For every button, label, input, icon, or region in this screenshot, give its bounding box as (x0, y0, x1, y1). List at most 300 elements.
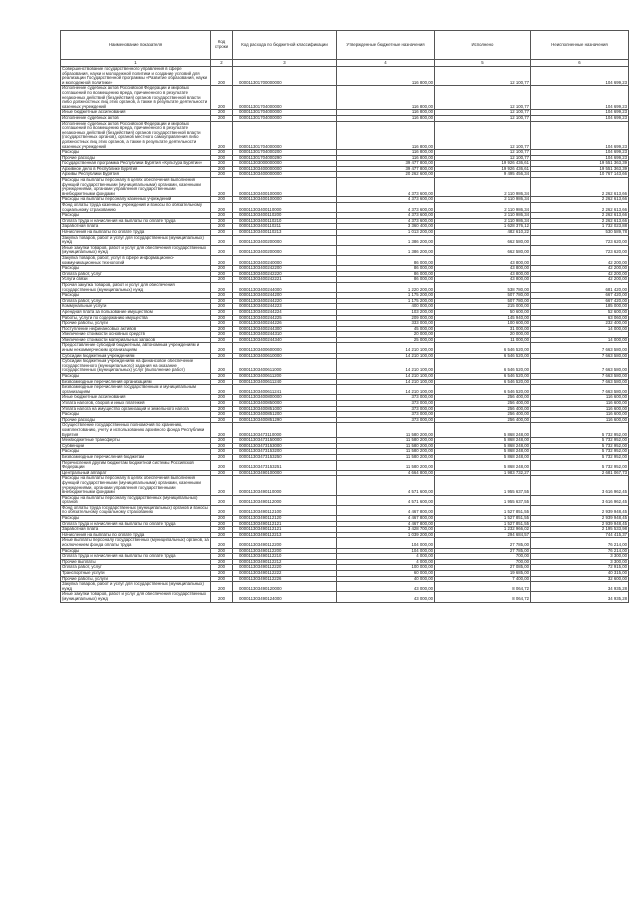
row-executed: 19 926 436,61 (435, 161, 531, 167)
row-line-code: 200 (211, 255, 233, 265)
row-name: Закупка товаров, работ, услуг в сфере информационно-коммуникационных технологий (61, 255, 211, 265)
row-name: Закупка товаров, работ и услуг для государственных (муниципальных) нужд (61, 235, 211, 245)
row-line-code: 200 (211, 321, 233, 327)
row-approved: 100 000,00 (337, 565, 435, 571)
row-executed: 700,00 (435, 554, 531, 560)
row-executed: 662 580,00 (435, 235, 531, 245)
row-approved: 1 013 200,00 (337, 230, 435, 236)
row-approved: 400 000,00 (337, 304, 435, 310)
row-budget-code: 000011303400611241 (233, 385, 337, 395)
row-executed: 12 100,77 (435, 86, 531, 110)
row-name: Оплата работ, услуг (61, 298, 211, 304)
row-line-code: 200 (211, 155, 233, 161)
row-line-code: 200 (211, 298, 233, 304)
row-budget-code: 000011303473153200 (233, 449, 337, 455)
row-budget-code: 000011303400242221 (233, 277, 337, 283)
row-name: Расходы (61, 412, 211, 418)
row-unexecuted: 7 663 580,00 (531, 379, 629, 385)
row-executed: 11 000,00 (435, 337, 531, 343)
row-unexecuted: 5 732 952,00 (531, 449, 629, 455)
row-line-code: 200 (211, 443, 233, 449)
row-unexecuted: 7 663 580,00 (531, 359, 629, 374)
row-line-code: 200 (211, 359, 233, 374)
row-unexecuted: 104 699,23 (531, 155, 629, 161)
row-approved: 14 210 100,00 (337, 343, 435, 353)
row-executed: 482 610,22 (435, 230, 531, 236)
row-name: Увеличение стоимости материальных запасов (61, 337, 211, 343)
row-unexecuted: 14 000,00 (531, 337, 629, 343)
table-row (61, 476, 629, 495)
row-approved: 373 000,00 (337, 406, 435, 412)
row-name: Уплата налога на имущество организаций и земельного налога (61, 406, 211, 412)
row-unexecuted: 19 551 363,39 (531, 161, 629, 167)
row-approved: 86 000,00 (337, 266, 435, 272)
row-approved: 116 800,00 (337, 121, 435, 150)
row-line-code: 200 (211, 559, 233, 565)
row-unexecuted: 52 600,00 (531, 309, 629, 315)
row-name: Услуги связи (61, 277, 211, 283)
row-line-code: 200 (211, 582, 233, 592)
row-approved: 86 000,00 (337, 277, 435, 283)
row-budget-code: 000011303400244226 (233, 321, 337, 327)
row-approved: 116 800,00 (337, 115, 435, 121)
row-executed: 5 868 248,00 (435, 443, 531, 449)
row-executed: 12 100,77 (435, 115, 531, 121)
row-unexecuted: 2 262 613,66 (531, 178, 629, 197)
row-executed: 2 110 986,34 (435, 213, 531, 219)
row-name: Иные бюджетные ассигнования (61, 395, 211, 401)
row-line-code: 200 (211, 277, 233, 283)
row-line-code: 200 (211, 213, 233, 219)
row-line-code: 200 (211, 353, 233, 359)
report-sheet (60, 30, 628, 603)
row-name: Межбюджетные трансферты (61, 438, 211, 444)
row-approved: 4 373 600,00 (337, 203, 435, 213)
row-unexecuted: 2 262 613,66 (531, 203, 629, 213)
row-name: Прочие расходы (61, 417, 211, 423)
row-unexecuted: 34 935,28 (531, 582, 629, 592)
row-approved: 25 000,00 (337, 337, 435, 343)
row-unexecuted: 104 699,23 (531, 67, 629, 86)
row-unexecuted: 116 600,00 (531, 417, 629, 423)
row-approved: 104 000,00 (337, 538, 435, 548)
table-row (61, 67, 629, 86)
row-unexecuted: 723 620,00 (531, 245, 629, 255)
row-approved: 4 373 600,00 (337, 213, 435, 219)
row-approved: 43 000,00 (337, 592, 435, 602)
row-name: Закупка товаров, работ и услуг для государственных (муниципальных) нужд (61, 582, 211, 592)
row-unexecuted: 116 600,00 (531, 395, 629, 401)
row-unexecuted: 3 616 962,45 (531, 495, 629, 505)
row-name: Субсидии бюджетным учреждениям (61, 353, 211, 359)
row-line-code: 200 (211, 379, 233, 385)
row-approved: 1 386 200,00 (337, 245, 435, 255)
row-line-code: 200 (211, 172, 233, 178)
row-approved: 1 386 200,00 (337, 235, 435, 245)
row-name: Оплата работ, услуг (61, 271, 211, 277)
row-name: Оплата труда и начисления на выплаты по оплате труда (61, 218, 211, 224)
row-executed: 5 868 248,00 (435, 423, 531, 438)
row-unexecuted: 232 400,00 (531, 321, 629, 327)
row-executed: 27 085,00 (435, 565, 531, 571)
row-budget-code: 000011303400800000 (233, 395, 337, 401)
row-executed: 6 546 520,00 (435, 385, 531, 395)
row-budget-code: 000011303490112226 (233, 576, 337, 582)
row-executed: 215 000,00 (435, 304, 531, 310)
row-executed: 12 100,77 (435, 155, 531, 161)
table-row (61, 121, 629, 150)
row-approved: 11 580 200,00 (337, 454, 435, 460)
row-line-code: 200 (211, 178, 233, 197)
row-budget-code: 000011303400851000 (233, 406, 337, 412)
row-approved: 1 220 200,00 (337, 282, 435, 292)
row-executed: 8 064,72 (435, 582, 531, 592)
row-budget-code: 000011303490112222 (233, 571, 337, 577)
row-line-code: 200 (211, 150, 233, 156)
row-budget-code: 000011303490112200 (233, 548, 337, 554)
row-executed: 100 600,00 (435, 321, 531, 327)
row-budget-code: 000011303400100000 (233, 197, 337, 203)
row-unexecuted: 723 620,00 (531, 235, 629, 245)
row-unexecuted: 104 699,23 (531, 121, 629, 150)
row-name: Архивное дело в Республике Бурятия (61, 166, 211, 172)
table-row (61, 538, 629, 548)
row-budget-code: 000011303400110200 (233, 213, 337, 219)
header-cell: Наименование показателя (61, 31, 211, 60)
row-budget-code: 000011303400244224 (233, 309, 337, 315)
row-approved: 39 477 800,00 (337, 161, 435, 167)
table-row (61, 423, 629, 438)
row-budget-code: 000011303490112212 (233, 559, 337, 565)
row-executed: 5 868 248,00 (435, 449, 531, 455)
row-name: Прочие работы, услуги (61, 576, 211, 582)
row-unexecuted: 14 000,00 (531, 326, 629, 332)
row-executed: 12 100,77 (435, 110, 531, 116)
row-name: Заработная плата (61, 527, 211, 533)
row-approved: 4 373 600,00 (337, 178, 435, 197)
row-approved: 14 210 100,00 (337, 379, 435, 385)
row-approved: 14 210 100,00 (337, 385, 435, 395)
row-approved: 11 580 200,00 (337, 443, 435, 449)
row-budget-code: 000011301704000000 (233, 121, 337, 150)
row-line-code: 200 (211, 417, 233, 423)
row-executed: 27 785,00 (435, 548, 531, 554)
row-budget-code: 000011301704000000 (233, 110, 337, 116)
row-name: Безвозмездные перечисления бюджетам (61, 454, 211, 460)
row-unexecuted: 5 732 952,00 (531, 443, 629, 449)
row-unexecuted: 2 939 948,45 (531, 521, 629, 527)
row-approved: 4 467 800,00 (337, 521, 435, 527)
row-unexecuted: 667 420,00 (531, 293, 629, 299)
row-line-code: 200 (211, 532, 233, 538)
row-approved: 14 210 100,00 (337, 353, 435, 359)
row-unexecuted: 42 200,00 (531, 277, 629, 283)
row-name: Субвенции (61, 443, 211, 449)
row-budget-code: 000011303400600000 (233, 343, 337, 353)
row-executed: 43 800,00 (435, 271, 531, 277)
row-approved: 116 800,00 (337, 155, 435, 161)
row-approved: 1 175 200,00 (337, 298, 435, 304)
row-approved: 86 000,00 (337, 271, 435, 277)
row-line-code: 200 (211, 592, 233, 602)
row-unexecuted: 3 300,00 (531, 559, 629, 565)
row-budget-code: 000011303473153251 (233, 460, 337, 470)
row-approved: 20 000,00 (337, 332, 435, 338)
row-line-code: 200 (211, 406, 233, 412)
row-budget-code: 000011303400110211 (233, 224, 337, 230)
row-approved: 104 000,00 (337, 548, 435, 554)
row-line-code: 200 (211, 166, 233, 172)
row-name: Прочие выплаты (61, 559, 211, 565)
row-executed: 1 527 851,55 (435, 521, 531, 527)
row-line-code: 200 (211, 538, 233, 548)
row-approved: 103 200,00 (337, 309, 435, 315)
row-unexecuted: 116 600,00 (531, 412, 629, 418)
row-approved: 60 000,00 (337, 571, 435, 577)
row-approved: 3 360 400,00 (337, 224, 435, 230)
row-executed: 27 785,00 (435, 538, 531, 548)
row-budget-code: 000011303490112121 (233, 527, 337, 533)
row-line-code: 200 (211, 282, 233, 292)
row-budget-code: 000011303400244300 (233, 326, 337, 332)
row-budget-code: 000011303490112200 (233, 538, 337, 548)
row-unexecuted: 32 600,00 (531, 576, 629, 582)
row-budget-code: 000011303400110210 (233, 218, 337, 224)
row-unexecuted: 7 663 580,00 (531, 385, 629, 395)
row-line-code: 200 (211, 304, 233, 310)
row-unexecuted: 185 000,00 (531, 304, 629, 310)
row-name: Архивы Республики Бурятия (61, 172, 211, 178)
row-name: Расходы (61, 213, 211, 219)
row-executed: 6 546 520,00 (435, 359, 531, 374)
row-executed: 507 780,00 (435, 293, 531, 299)
row-line-code: 200 (211, 235, 233, 245)
row-unexecuted: 5 732 952,00 (531, 454, 629, 460)
row-line-code: 200 (211, 454, 233, 460)
row-unexecuted: 7 663 580,00 (531, 374, 629, 380)
row-executed: 43 800,00 (435, 255, 531, 265)
row-budget-code: 000011301704000000 (233, 115, 337, 121)
row-unexecuted: 7 663 580,00 (531, 353, 629, 359)
column-number: 4 (337, 60, 435, 67)
row-budget-code: 000011303490112100 (233, 505, 337, 515)
row-line-code: 200 (211, 326, 233, 332)
row-name: Арендная плата за пользование имуществом (61, 309, 211, 315)
row-approved: 373 000,00 (337, 401, 435, 407)
row-budget-code: 000011303400110213 (233, 230, 337, 236)
row-name: Субсидии бюджетным учреждениям на финансовое обеспечение государственного (муниципального) задания на оказание государственных (муниципальных) услуг (выполнение работ) (61, 359, 211, 374)
row-budget-code: 000011303000000000 (233, 161, 337, 167)
row-executed: 2 110 986,34 (435, 218, 531, 224)
row-name: Осуществление государственных полномочий по хранению, комплектованию, учету и использованию архивного фонда Республики Бурятия (61, 423, 211, 438)
row-budget-code: 000011303473150000 (233, 438, 337, 444)
row-unexecuted: 42 200,00 (531, 271, 629, 277)
row-budget-code: 000011303490124000 (233, 592, 337, 602)
row-executed: 19 685,00 (435, 571, 531, 577)
row-executed: 2 110 986,34 (435, 203, 531, 213)
row-name: Расходы (61, 516, 211, 522)
row-line-code: 200 (211, 230, 233, 236)
row-name: Безвозмездные перечисления государственным и муниципальным организациям (61, 385, 211, 395)
row-approved: 11 580 200,00 (337, 460, 435, 470)
row-unexecuted: 63 060,00 (531, 315, 629, 321)
row-line-code: 200 (211, 412, 233, 418)
row-budget-code: 000011303490112120 (233, 516, 337, 522)
column-number: 2 (211, 60, 233, 67)
row-line-code: 200 (211, 565, 233, 571)
row-budget-code: 000011303400200000 (233, 235, 337, 245)
row-name: Иные выплаты персоналу государственных (муниципальных) органов, за исключением фонда оплаты труда (62, 537, 209, 548)
header-cell: Утвержденные бюджетные назначения (337, 31, 435, 60)
row-unexecuted: 5 732 952,00 (531, 423, 629, 438)
row-executed: 256 400,00 (435, 417, 531, 423)
row-executed: 256 400,00 (435, 406, 531, 412)
row-unexecuted: 76 214,00 (531, 538, 629, 548)
row-unexecuted: 3 616 962,45 (531, 476, 629, 495)
row-budget-code: 000011303473153000 (233, 443, 337, 449)
table-row (61, 245, 629, 255)
row-name: Расходы (61, 293, 211, 299)
header-cell: Код строки (211, 31, 233, 60)
row-line-code: 200 (211, 554, 233, 560)
row-unexecuted: 72 915,00 (531, 565, 629, 571)
row-executed: 2 110 986,34 (435, 197, 531, 203)
row-budget-code: 000011303490110000 (233, 476, 337, 495)
row-executed: 507 780,00 (435, 298, 531, 304)
row-approved: 1 175 200,00 (337, 293, 435, 299)
row-executed: 256 400,00 (435, 412, 531, 418)
row-name: Расходы (61, 374, 211, 380)
row-line-code: 200 (211, 395, 233, 401)
table-row (61, 359, 629, 374)
row-unexecuted: 104 699,23 (531, 115, 629, 121)
row-name: Уплата налогов, сборов и иных платежей (61, 401, 211, 407)
row-approved: 116 800,00 (337, 67, 435, 86)
row-approved: 4 000,00 (337, 559, 435, 565)
table-row (61, 343, 629, 353)
row-line-code: 200 (211, 86, 233, 110)
row-name: Иные бюджетные ассигнования (61, 110, 211, 116)
row-unexecuted: 2 195 533,98 (531, 527, 629, 533)
row-name: Фонд оплаты труда государственных (муниципальных) органов и взносы по обязательному социальному страхованию (61, 505, 211, 515)
row-name: Перечисления другим бюджетам бюджетной системы Российской Федерации (61, 460, 211, 470)
row-executed: 6 546 520,00 (435, 379, 531, 385)
header-cell: Код расхода по бюджетной классификации (233, 31, 337, 60)
row-budget-code: 000011303490112000 (233, 495, 337, 505)
row-budget-code: 000011303400611200 (233, 374, 337, 380)
row-budget-code: 000011303400850000 (233, 401, 337, 407)
row-name: Прочие расходы (61, 155, 211, 161)
row-budget-code: 000011303490112121 (233, 521, 337, 527)
row-line-code: 200 (211, 337, 233, 343)
row-line-code: 200 (211, 516, 233, 522)
row-executed: 1 955 637,55 (435, 495, 531, 505)
row-unexecuted: 2 681 067,73 (531, 470, 629, 476)
row-unexecuted: 2 939 948,45 (531, 505, 629, 515)
row-line-code: 200 (211, 571, 233, 577)
row-name: Транспортные услуги (61, 571, 211, 577)
table-row (61, 255, 629, 265)
row-name: Центральный аппарат (61, 470, 211, 476)
row-unexecuted: 116 600,00 (531, 406, 629, 412)
row-line-code: 200 (211, 438, 233, 444)
row-unexecuted: 530 589,78 (531, 230, 629, 236)
row-unexecuted: 76 214,00 (531, 548, 629, 554)
table-row (61, 86, 629, 110)
row-executed: 2 110 986,34 (435, 178, 531, 197)
table-row (61, 235, 629, 245)
row-budget-code: 000011301704000000 (233, 86, 337, 110)
row-name: Безвозмездные перечисления организациям (61, 379, 211, 385)
row-name: Работы, услуги по содержанию имущества (61, 315, 211, 321)
row-line-code: 200 (211, 423, 233, 438)
row-line-code: 200 (211, 460, 233, 470)
row-executed: 43 800,00 (435, 277, 531, 283)
row-unexecuted: 10 767 143,66 (531, 172, 629, 178)
row-line-code: 200 (211, 332, 233, 338)
row-name: Совершенствование государственного управления в сфере образования, науки и молодежной политики и создание условий для реализации Государственной программы «Развитие образования, науки и молодежной политики» (61, 67, 211, 86)
row-line-code: 200 (211, 110, 233, 116)
row-line-code: 200 (211, 374, 233, 380)
row-line-code: 200 (211, 245, 233, 255)
row-approved: 11 580 200,00 (337, 449, 435, 455)
row-line-code: 200 (211, 343, 233, 353)
row-executed: 1 527 851,55 (435, 516, 531, 522)
row-approved: 43 000,00 (337, 582, 435, 592)
row-budget-code: 000011303400200000 (233, 245, 337, 255)
row-unexecuted: 2 262 613,66 (531, 218, 629, 224)
row-unexecuted: 42 200,00 (531, 255, 629, 265)
row-executed: 19 926 436,61 (435, 166, 531, 172)
row-executed: 12 100,77 (435, 121, 531, 150)
row-unexecuted: 3 300,00 (531, 554, 629, 560)
row-executed: 700,00 (435, 559, 531, 565)
row-budget-code: 000011301700000000 (233, 67, 337, 86)
row-line-code: 200 (211, 401, 233, 407)
row-executed: 538 780,00 (435, 282, 531, 292)
table-row (61, 203, 629, 213)
row-budget-code: 000011303400244223 (233, 304, 337, 310)
row-budget-code: 000011301704000200 (233, 150, 337, 156)
row-name: Начисления на выплаты по оплате труда (61, 532, 211, 538)
row-approved: 333 000,00 (337, 321, 435, 327)
row-budget-code: 000011303490112220 (233, 565, 337, 571)
row-approved: 11 580 200,00 (337, 438, 435, 444)
table-row (61, 495, 629, 505)
row-approved: 11 580 200,00 (337, 423, 435, 438)
row-name: Оплата труда и начисления на выплаты по оплате труда (61, 521, 211, 527)
row-line-code: 200 (211, 527, 233, 533)
row-budget-code: 000011303400244200 (233, 293, 337, 299)
row-line-code: 200 (211, 271, 233, 277)
row-approved: 116 800,00 (337, 150, 435, 156)
row-approved: 4 467 800,00 (337, 516, 435, 522)
row-executed: 145 940,00 (435, 315, 531, 321)
row-line-code: 200 (211, 315, 233, 321)
row-budget-code: 000011301704000290 (233, 155, 337, 161)
row-budget-code: 000011303400244220 (233, 298, 337, 304)
row-name: Оплата труда и начисления на выплаты по оплате труда (61, 554, 211, 560)
row-line-code: 200 (211, 470, 233, 476)
row-approved: 86 000,00 (337, 255, 435, 265)
row-line-code: 200 (211, 293, 233, 299)
row-executed: 8 064,72 (435, 592, 531, 602)
row-approved: 39 477 800,00 (337, 166, 435, 172)
table-row (61, 178, 629, 197)
row-executed: 256 400,00 (435, 401, 531, 407)
row-budget-code: 000011303473110000 (233, 423, 337, 438)
row-approved: 20 262 600,00 (337, 172, 435, 178)
